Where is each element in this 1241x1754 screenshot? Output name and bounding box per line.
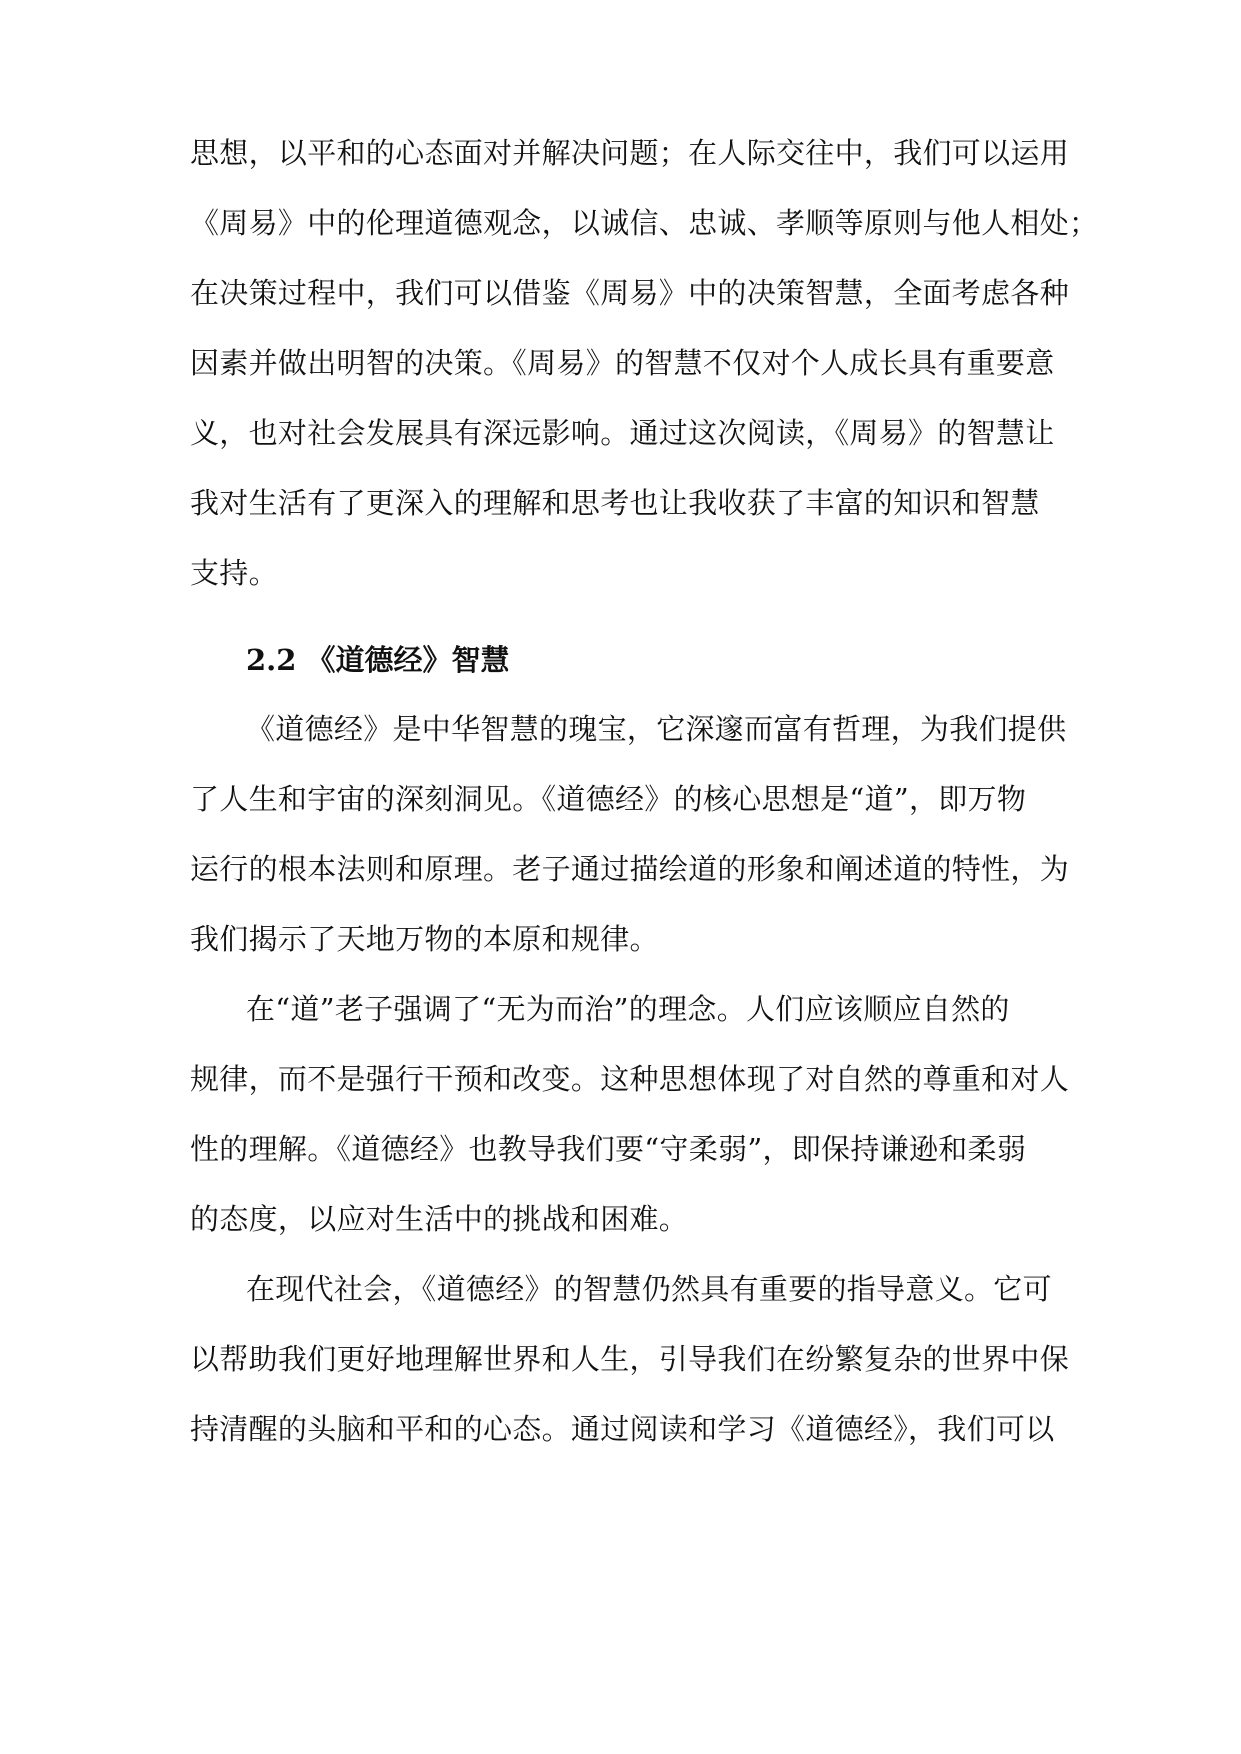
text-line: 运行的根本法则和原理。老子通过描绘道的形象和阐述道的特性，为: [190, 852, 1070, 886]
text-line: 性的理解。《道德经》也教导我们要“守柔弱”，即保持谦逊和柔弱: [190, 1132, 1027, 1166]
text-line: 以帮助我们更好地理解世界和人生，引导我们在纷繁复杂的世界中保: [190, 1342, 1070, 1376]
text-line: 在“道”老子强调了“无为而治”的理念。人们应该顺应自然的: [246, 992, 1010, 1026]
text-line: 的态度，以应对生活中的挑战和困难。: [190, 1202, 689, 1236]
text-line: 支持。: [190, 556, 278, 590]
text-line: 我们揭示了天地万物的本原和规律。: [190, 922, 659, 956]
text-line: 在现代社会，《道德经》的智慧仍然具有重要的指导意义。它可: [246, 1272, 1052, 1306]
text-line: 持清醒的头脑和平和的心态。通过阅读和学习《道德经》，我们可以: [190, 1412, 1055, 1446]
text-line: 因素并做出明智的决策。《周易》的智慧不仅对个人成长具有重要意: [190, 346, 1055, 380]
text-line: 在决策过程中，我们可以借鉴《周易》中的决策智慧，全面考虑各种: [190, 276, 1070, 310]
text-line: 义，也对社会发展具有深远影响。通过这次阅读，《周易》的智慧让: [190, 416, 1055, 450]
text-line: 《周易》中的伦理道德观念，以诚信、忠诚、孝顺等原则与他人相处；: [190, 206, 1099, 240]
section-heading: 2.2 《道德经》智慧: [246, 643, 510, 677]
text-line: 《道德经》是中华智慧的瑰宝，它深邃而富有哲理，为我们提供: [246, 712, 1067, 746]
text-line: 规律，而不是强行干预和改变。这种思想体现了对自然的尊重和对人: [190, 1062, 1070, 1096]
text-line: 我对生活有了更深入的理解和思考也让我收获了丰富的知识和智慧: [190, 486, 1040, 520]
text-line: 了人生和宇宙的深刻洞见。《道德经》的核心思想是“道”，即万物: [190, 782, 1027, 816]
text-line: 思想，以平和的心态面对并解决问题；在人际交往中，我们可以运用: [190, 136, 1070, 170]
